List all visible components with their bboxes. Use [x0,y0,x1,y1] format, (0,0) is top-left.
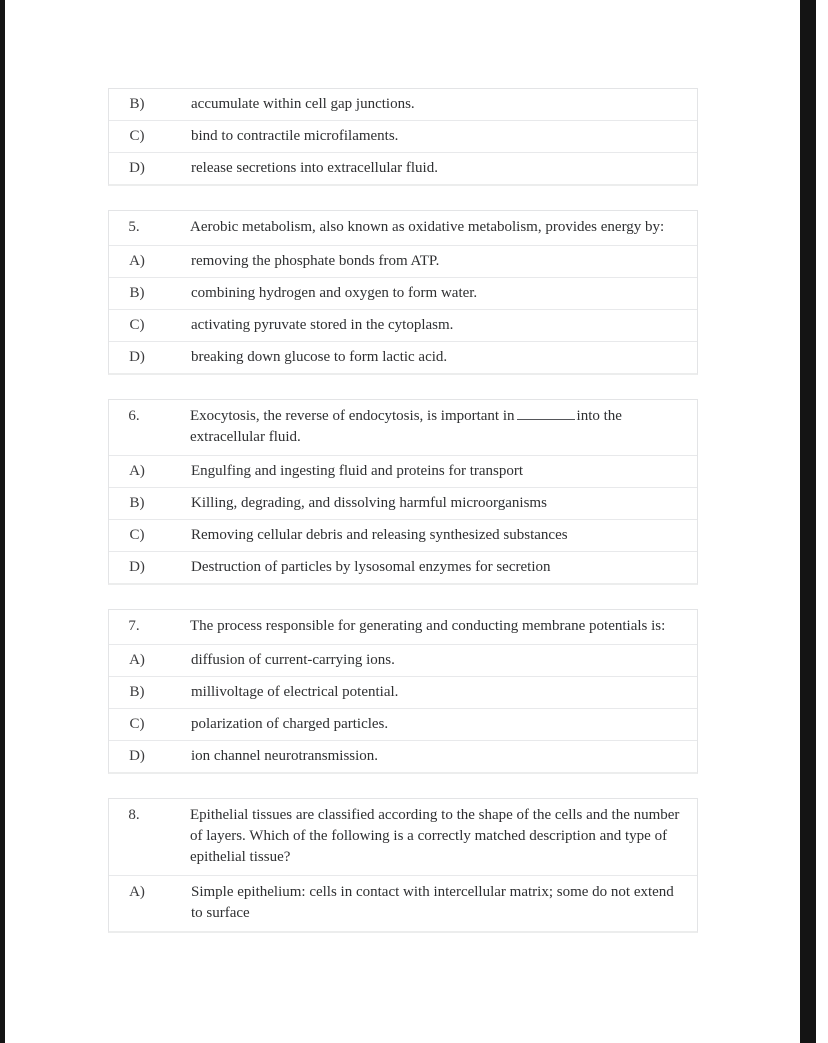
option-letter: C) [129,128,145,144]
option-letter: A) [129,884,145,900]
option-text: Simple epithelium: cells in contact with intercellular matrix; some do not extend to surface [191,884,674,921]
option-row[interactable] [109,709,697,741]
option-letter: D) [129,748,145,764]
option-text: accumulate within cell gap junctions. [191,96,415,112]
option-row[interactable] [109,278,697,310]
question-block-continued [108,88,698,186]
option-text: Engulfing and ingesting fluid and proteins for transport [191,463,524,479]
option-row[interactable] [109,121,697,153]
option-row[interactable] [109,552,697,583]
option-row[interactable] [109,741,697,772]
option-text: millivoltage of electrical potential. [191,684,399,700]
document-page [5,0,800,1043]
question-stem-text: Aerobic metabolism, also known as oxidative metabolism, provides energy by: [190,219,665,235]
question-stem-row [109,799,697,876]
option-letter: D) [129,559,145,575]
question-stem-before-blank: Exocytosis, the reverse of endocytosis, is important in [190,408,515,424]
option-row[interactable] [109,246,697,278]
option-text: removing the phosphate bonds from ATP. [191,253,440,269]
option-row[interactable] [109,342,697,373]
option-text: diffusion of current-carrying ions. [191,652,395,668]
option-row[interactable] [109,876,697,931]
option-letter: B) [129,285,145,301]
option-letter: B) [129,96,145,112]
option-text: activating pyruvate stored in the cytoplasm. [191,317,454,333]
option-row[interactable] [109,520,697,552]
fill-in-blank [517,419,575,420]
question-stem-text [159,400,697,455]
option-letter: B) [129,684,145,700]
option-letter: A) [129,652,145,668]
option-row[interactable] [109,645,697,677]
question-number: 7. [128,618,140,634]
question-block-8 [108,798,698,933]
question-stem-text: The process responsible for generating and conducting membrane potentials is: [190,618,666,634]
option-row[interactable] [109,89,697,121]
question-number: 5. [128,219,140,235]
question-block-5 [108,210,698,375]
question-stem-row [109,400,697,456]
question-stem-after-blank: into the extracellular fluid. [190,408,622,445]
question-stem-row [109,610,697,645]
option-text: polarization of charged particles. [191,716,389,732]
option-letter: C) [129,716,145,732]
option-letter: C) [129,317,145,333]
option-text: Destruction of particles by lysosomal enzymes for secretion [191,559,551,575]
option-text: Killing, degrading, and dissolving harmful microorganisms [191,495,547,511]
option-text: breaking down glucose to form lactic acid. [191,349,448,365]
option-text: ion channel neurotransmission. [191,748,379,764]
question-block-7 [108,609,698,774]
option-letter: A) [129,253,145,269]
option-row[interactable] [109,310,697,342]
right-scan-edge-band [800,0,816,1043]
option-row[interactable] [109,153,697,184]
option-text: combining hydrogen and oxygen to form water. [191,285,478,301]
option-text: bind to contractile microfilaments. [191,128,399,144]
option-row[interactable] [109,456,697,488]
question-sheet [108,0,698,957]
question-number: 8. [128,807,140,823]
option-letter: A) [129,463,145,479]
question-stem-text: Epithelial tissues are classified according to the shape of the cells and the number of layers. Which of the following is a correctly matched description and type of epithelial tissue? [190,807,680,865]
question-number: 6. [128,408,140,424]
option-text: Removing cellular debris and releasing synthesized substances [191,527,568,543]
option-row[interactable] [109,488,697,520]
option-letter: D) [129,349,145,365]
question-block-6 [108,399,698,585]
option-text: release secretions into extracellular fluid. [191,160,438,176]
option-row[interactable] [109,677,697,709]
option-letter: D) [129,160,145,176]
question-stem-row [109,211,697,246]
option-letter: B) [129,495,145,511]
option-letter: C) [129,527,145,543]
